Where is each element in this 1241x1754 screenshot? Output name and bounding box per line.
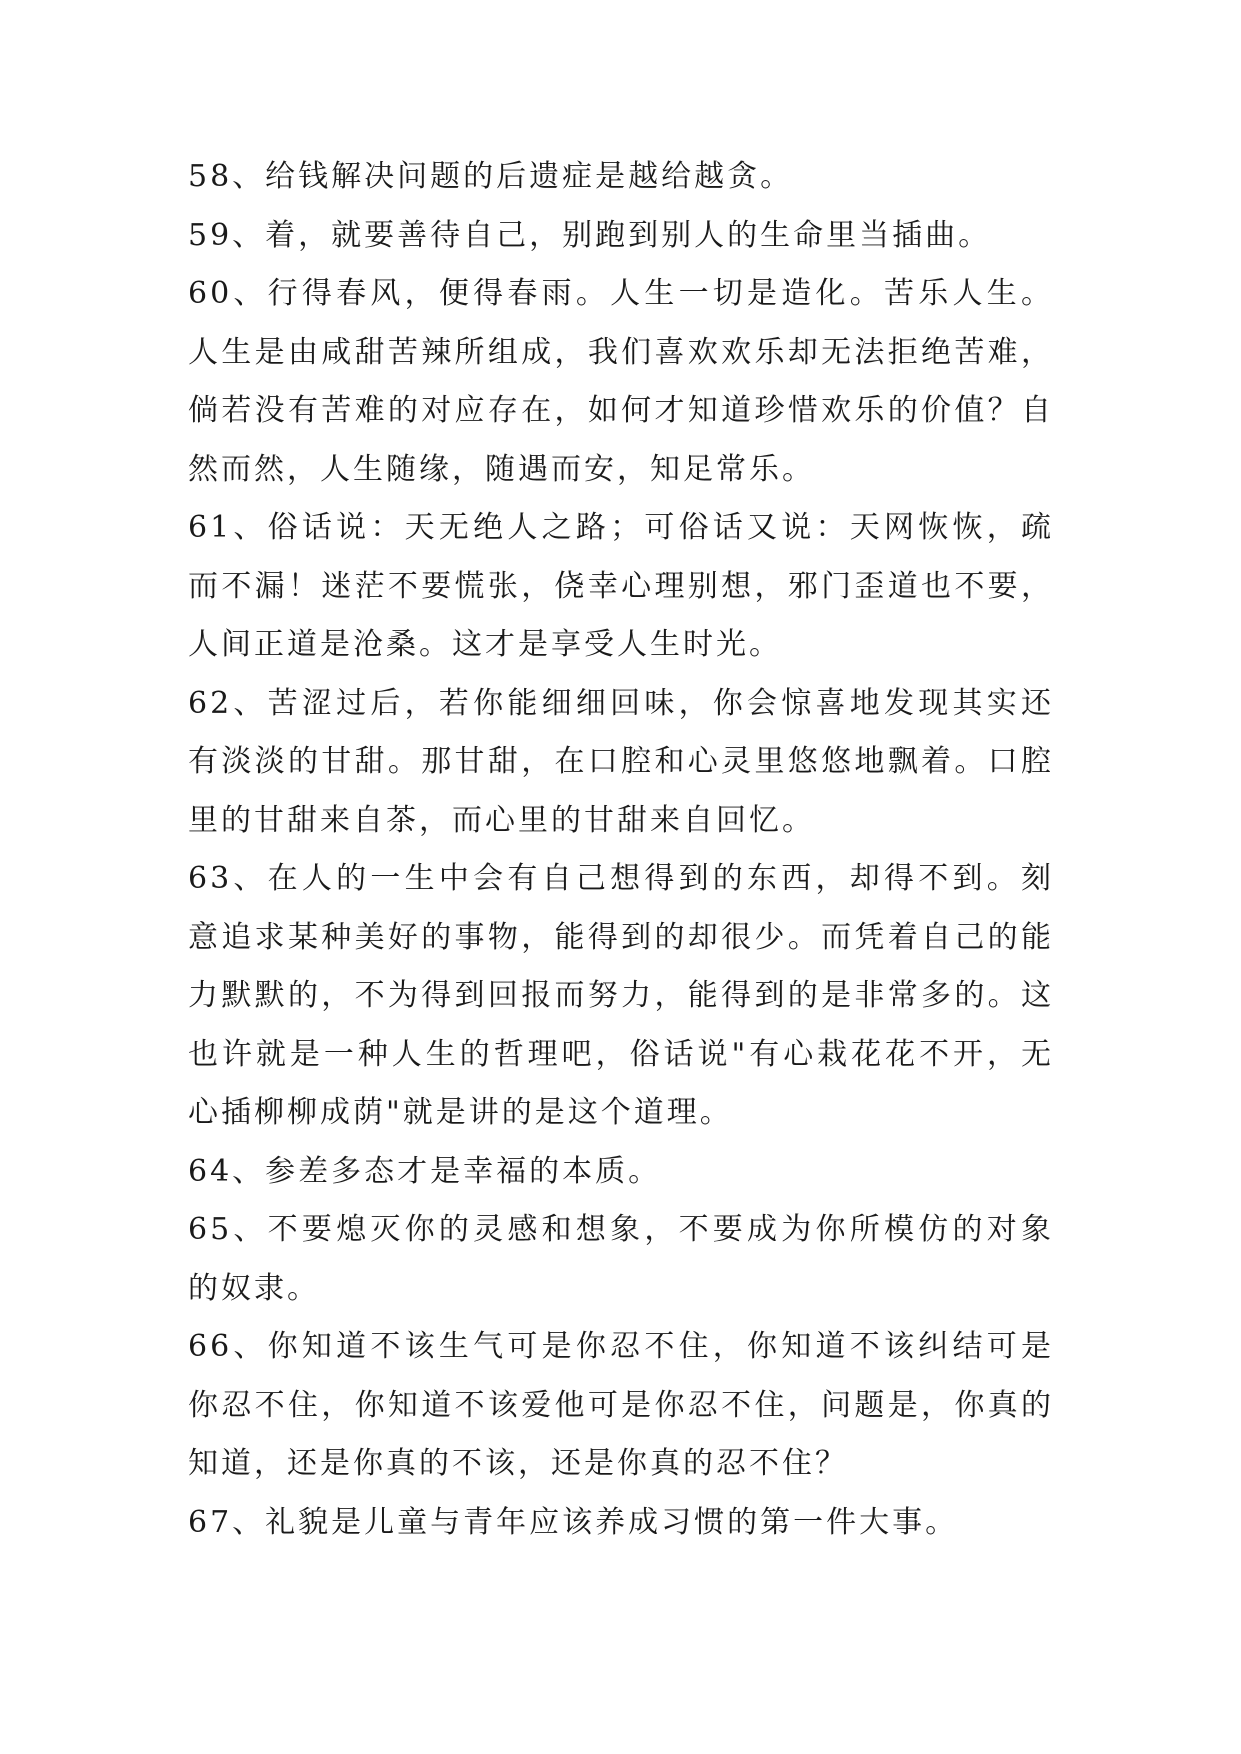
document-body bbox=[188, 148, 1054, 1552]
paragraph-61: 61、俗话说：天无绝人之路；可俗话又说：天网恢恢，疏而不漏！迷茫不要慌张，侥幸心理别想，邪门歪道也不要，人间正道是沧桑。这才是享受人生时光。 bbox=[188, 510, 1054, 662]
paragraph-64: 64、参差多态才是幸福的本质。 bbox=[188, 1153, 662, 1189]
paragraph-66: 66、你知道不该生气可是你忍不住，你知道不该纠结可是你忍不住，你知道不该爱他可是你忍不住，问题是，你真的知道，还是你真的不该，还是你真的忍不住？ bbox=[188, 1329, 1054, 1481]
paragraph-58: 58、给钱解决问题的后遗症是越给越贪。 bbox=[188, 159, 794, 194]
paragraph-59: 59、着，就要善待自己，别跑到别人的生命里当插曲。 bbox=[188, 217, 992, 253]
paragraph-65: 65、不要熄灭你的灵感和想象，不要成为你所模仿的对象的奴隶。 bbox=[188, 1212, 1054, 1306]
paragraph-60: 60、行得春风，便得春雨。人生一切是造化。苦乐人生。人生是由咸甜苦辣所组成，我们喜欢欢乐却无法拒绝苦难，倘若没有苦难的对应存在，如何才知道珍惜欢乐的价值？自然而然，人生随缘，随遇而安，知足常乐。 bbox=[188, 276, 1054, 487]
paragraph-62: 62、苦涩过后，若你能细细回味，你会惊喜地发现其实还有淡淡的甘甜。那甘甜，在口腔和心灵里悠悠地飘着。口腔里的甘甜来自茶，而心里的甘甜来自回忆。 bbox=[188, 685, 1054, 838]
paragraph-67: 67、礼貌是儿童与青年应该养成习惯的第一件大事。 bbox=[188, 1504, 959, 1540]
paragraph-63: 63、在人的一生中会有自己想得到的东西，却得不到。刻意追求某种美好的事物，能得到的却很少。而凭着自己的能力默默的，不为得到回报而努力，能得到的是非常多的。这也许就是一种人生的哲理吧，俗话说"有心栽花花不开，无心插柳柳成荫"就是讲的是这个道理。 bbox=[188, 861, 1054, 1130]
